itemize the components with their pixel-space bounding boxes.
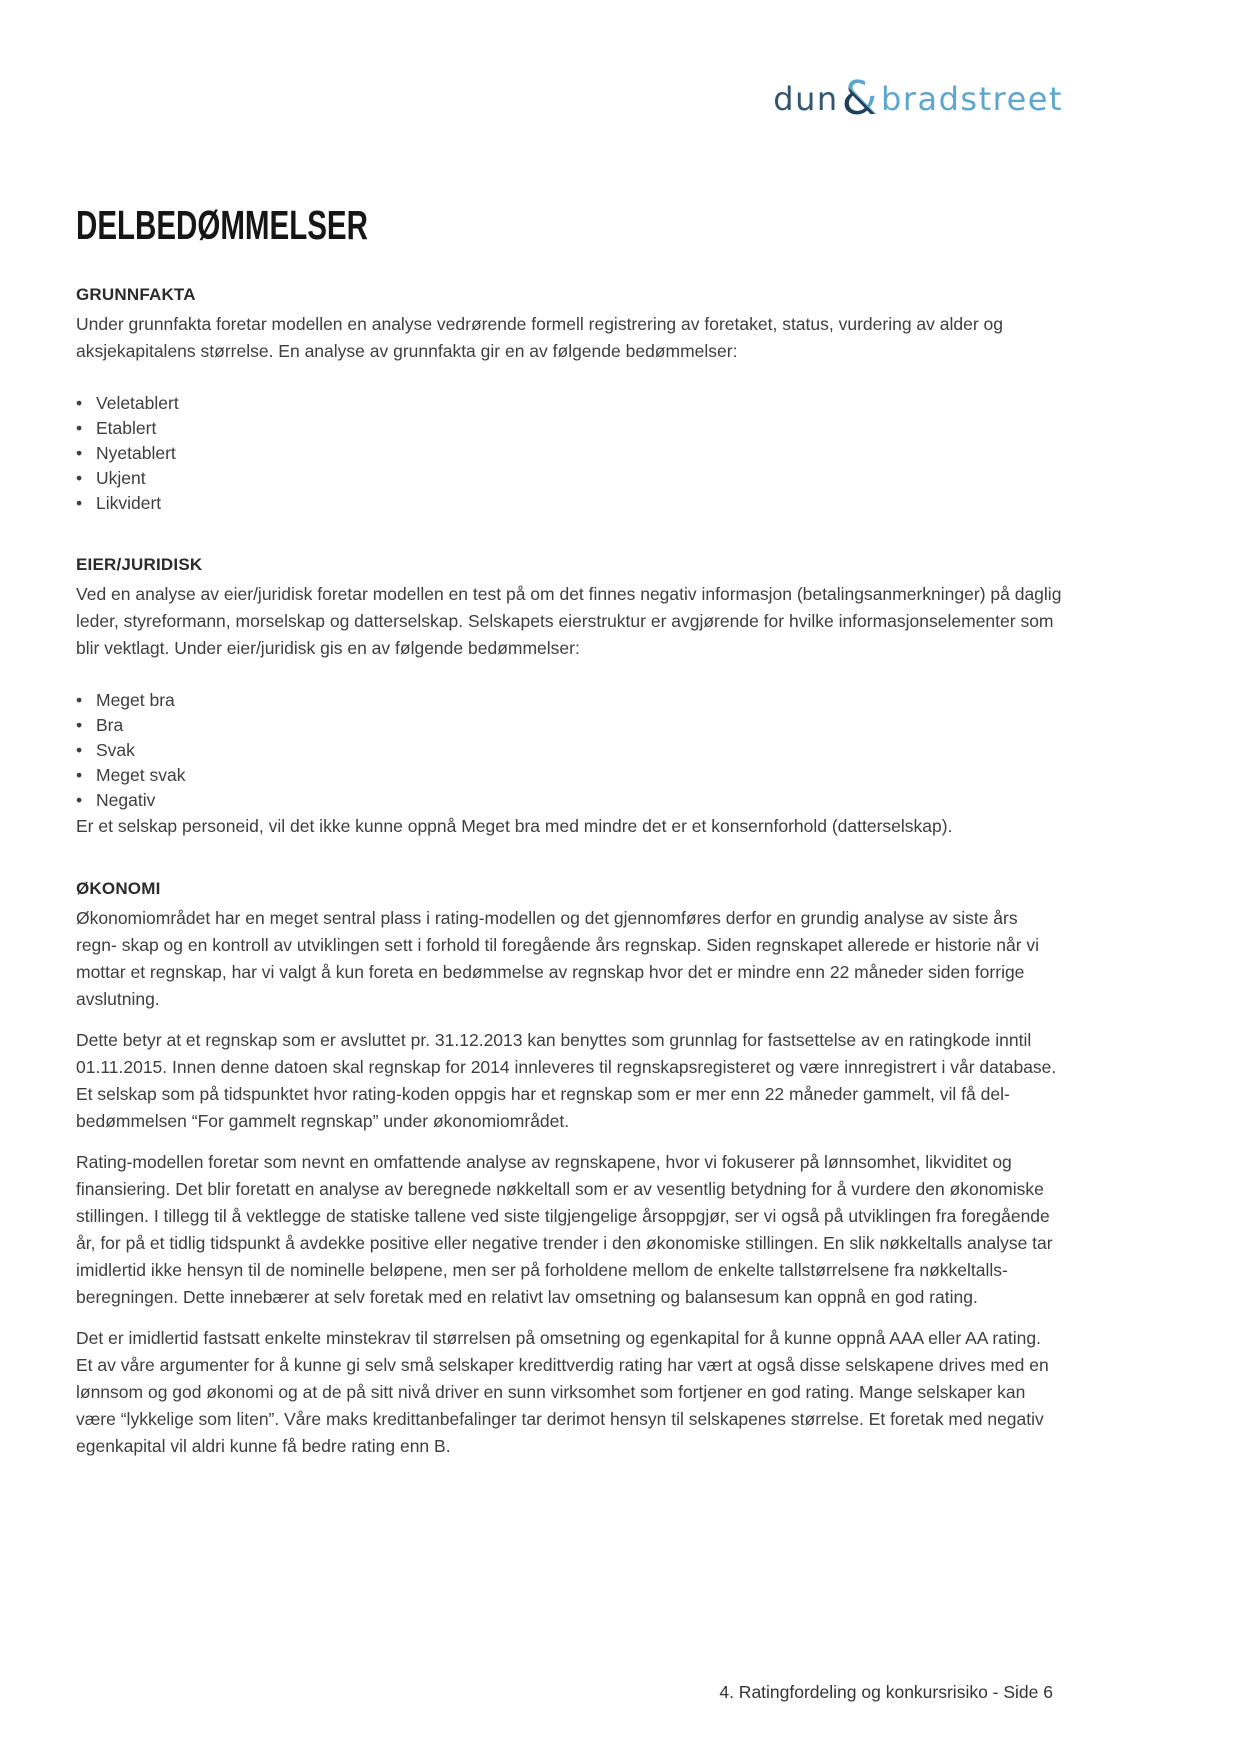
document-content <box>76 0 1062 1474</box>
list-item <box>76 491 1062 516</box>
bullet-icon: • <box>76 393 83 413</box>
list-item-label: Negativ <box>96 790 156 810</box>
list-item-label: Nyetablert <box>96 443 176 463</box>
section-heading-grunnfakta: GRUNNFAKTA <box>76 285 196 304</box>
bullet-icon: • <box>76 740 83 760</box>
logo-word-bradstreet: bradstreet <box>881 80 1063 118</box>
list-item <box>76 391 1062 416</box>
bullet-icon: • <box>76 790 83 810</box>
logo-ampersand-icon: & <box>841 71 880 125</box>
footer-page-label: 4. Ratingfordeling og konkursrisiko - Side 6 <box>719 1682 1053 1702</box>
page-title: DELBEDØMMELSER <box>76 202 368 248</box>
grunnfakta-intro-paragraph: Under grunnfakta foretar modellen en analyse vedrørende formell registrering av foretaket, status, vurdering av alder og aksjekapitalens størrelse. En analyse av grunnfakta gir en av følgende bedømmelser: <box>76 314 1004 361</box>
list-item <box>76 713 1062 738</box>
list-item <box>76 441 1062 466</box>
bullet-icon: • <box>76 715 83 735</box>
section-heading-eier-juridisk: EIER/JURIDISK <box>76 555 203 574</box>
bullet-icon: • <box>76 690 83 710</box>
logo-word-dun: dun <box>773 80 839 118</box>
list-item-label: Veletablert <box>96 393 179 413</box>
bullet-icon: • <box>76 443 83 463</box>
okonomi-paragraph-4: Det er imidlertid fastsatt enkelte minstekrav til størrelsen på omsetning og egenkapital for å kunne oppnå AAA eller AA rating. Et av våre argumenter for å kunne gi selv små selskaper kredittverdig rating har vært at også disse selskapene drives med en lønnsom og god økonomi og at de på sitt nivå driver en sunn virksomhet som fortjener en god rating. Mange selskaper kan være “lykkelige som liten”. Våre maks kredittanbefalinger tar derimot hensyn til selskapenes størrelse. Et foretak med negativ egenkapital vil aldri kunne få bedre rating enn B. <box>76 1328 1049 1456</box>
list-item-label: Bra <box>96 715 124 735</box>
list-item-label: Meget svak <box>96 765 186 785</box>
list-item <box>76 688 1062 713</box>
list-item-label: Ukjent <box>96 468 146 488</box>
list-item-label: Likvidert <box>96 493 162 513</box>
list-item-label: Svak <box>96 740 135 760</box>
bullet-icon: • <box>76 468 83 488</box>
list-item <box>76 466 1062 491</box>
okonomi-paragraph-3: Rating-modellen foretar som nevnt en omfattende analyse av regnskapene, hvor vi fokuserer på lønnsomhet, likviditet og finansiering. Det blir foretatt en analyse av beregnede nøkkeltall som er av vesentlig betydning for å vurdere den økonomiske stillingen. I tillegg til å vektlegge de statiske tallene ved siste tilgjengelige årsoppgjør, ser vi også på utviklingen fra foregående år, for på et tidlig tidspunkt å avdekke positive eller negative trender i den økonomiske stillingen. En slik nøkkeltalls analyse tar imidlertid ikke hensyn til de nominelle beløpene, men ser på forholdene mellom de enkelte tallstørrelsene fra nøkkeltalls- beregningen. Dette innebærer at selv foretak med en relativt lav omsetning og balansesum kan oppnå en god rating. <box>76 1152 1053 1307</box>
list-item <box>76 763 1062 788</box>
section-heading-okonomi: ØKONOMI <box>76 879 161 898</box>
eier-juridisk-assessment-list <box>76 688 1062 813</box>
okonomi-paragraph-2: Dette betyr at et regnskap som er avsluttet pr. 31.12.2013 kan benyttes som grunnlag for fastsettelse av en ratingkode inntil 01.11.2015. Innen denne datoen skal regnskap for 2014 innleveres til regnskapsregisteret og være innregistrert i vår database. Et selskap som på tidspunktet hvor rating-koden oppgis har et regnskap som er mer enn 22 måneder gammelt, vil få del- bedømmelsen “For gammelt regnskap” under økonomiområdet. <box>76 1030 1057 1131</box>
bullet-icon: • <box>76 418 83 438</box>
list-item-label: Etablert <box>96 418 157 438</box>
list-item-label: Meget bra <box>96 690 175 710</box>
okonomi-paragraph-1: Økonomiområdet har en meget sentral plass i rating-modellen og det gjennomføres derfor en grundig analyse av siste års regn- skap og en kontroll av utviklingen sett i forhold til foregående års regnskap. Siden regnskapet allerede er historie når vi mottar et regnskap, har vi valgt å kun foreta en bedømmelse av regnskap hvor det er mindre enn 22 måneder siden forrige avslutning. <box>76 908 1040 1009</box>
bullet-icon: • <box>76 765 83 785</box>
grunnfakta-assessment-list <box>76 391 1062 516</box>
personeid-note-paragraph: Er et selskap personeid, vil det ikke kunne oppnå Meget bra med mindre det er et konsernforhold (datterselskap). <box>76 816 953 836</box>
bullet-icon: • <box>76 493 83 513</box>
list-item <box>76 416 1062 441</box>
eier-juridisk-intro-paragraph: Ved en analyse av eier/juridisk foretar modellen en test på om det finnes negativ informasjon (betalingsanmerkninger) på daglig leder, styreformann, morselskap og datterselskap. Selskapets eierstruktur er avgjørende for hvilke informasjonselementer som blir vektlagt. Under eier/juridisk gis en av følgende bedømmelser: <box>76 584 1062 658</box>
list-item <box>76 738 1062 763</box>
list-item <box>76 788 1062 813</box>
